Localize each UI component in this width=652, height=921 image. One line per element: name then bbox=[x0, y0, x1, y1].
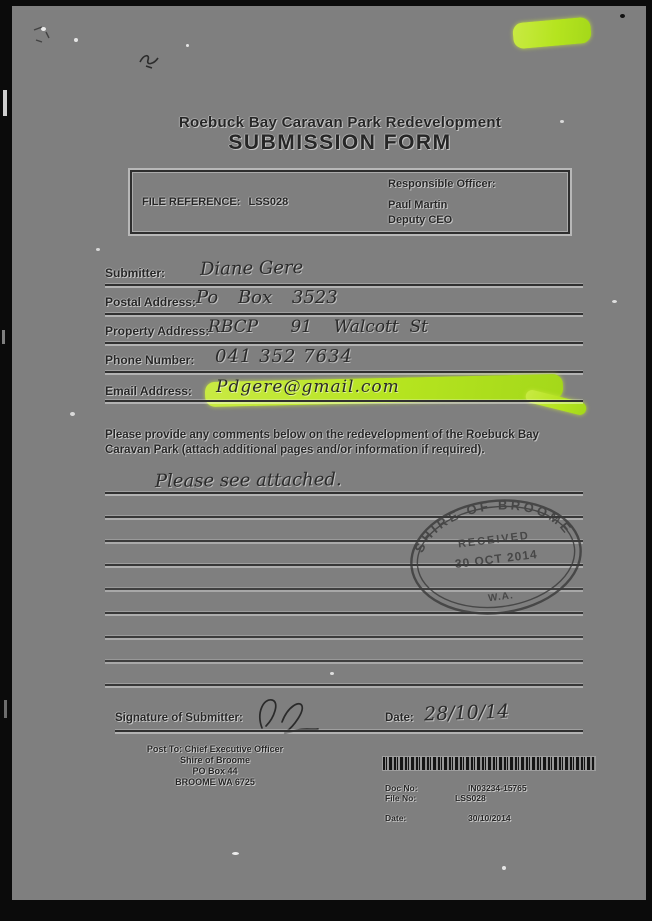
registry-date-label: Date: bbox=[385, 813, 407, 823]
signature-underline bbox=[115, 730, 583, 732]
noise-speck bbox=[620, 14, 625, 18]
field-value-postal-address: Po Box 3523 bbox=[196, 287, 338, 308]
comment-line bbox=[105, 636, 583, 638]
field-label-phone-number: Phone Number: bbox=[105, 353, 195, 367]
registry-date-value: 30/10/2014 bbox=[468, 813, 511, 823]
field-value-submitter: Diane Gere bbox=[199, 257, 304, 280]
noise-speck bbox=[74, 38, 78, 42]
field-underline bbox=[105, 400, 583, 402]
film-edge-mark bbox=[3, 90, 7, 116]
post-to-line3: PO Box 44 bbox=[192, 766, 238, 776]
field-value-email-address: Pdgere@gmail.com bbox=[216, 377, 400, 397]
stamp-region-text: W.A. bbox=[487, 590, 515, 605]
noise-speck bbox=[330, 672, 334, 675]
post-to-line4: BROOME WA 6725 bbox=[175, 777, 255, 787]
film-edge-mark bbox=[4, 700, 7, 718]
file-reference-value: LSS028 bbox=[248, 196, 289, 208]
file-reference bbox=[142, 196, 288, 208]
post-to-line1: Post To: Chief Executive Officer bbox=[146, 744, 284, 754]
comment-line bbox=[105, 684, 583, 686]
stamp-date-text: 30 OCT 2014 bbox=[454, 546, 539, 571]
received-stamp bbox=[399, 485, 593, 628]
officer-title: Deputy CEO bbox=[388, 214, 453, 226]
noise-speck bbox=[612, 300, 617, 303]
field-underline bbox=[105, 342, 583, 344]
doc-no-value: IN03234-15765 bbox=[468, 783, 527, 793]
field-underline bbox=[105, 284, 583, 286]
field-value-phone-number: 041 352 7634 bbox=[215, 346, 353, 367]
date-label: Date: bbox=[385, 712, 414, 724]
instructions-text: Please provide any comments below on the redevelopment of the Roebuck Bay Caravan Park (attach additional pages and/or information if required). bbox=[105, 429, 539, 456]
film-edge-mark bbox=[2, 330, 5, 344]
handwritten-comment: Please see attached. bbox=[154, 469, 342, 492]
file-no-value: LSS028 bbox=[455, 793, 486, 803]
noise-speck bbox=[186, 44, 189, 47]
file-reference-label: FILE REFERENCE: bbox=[142, 196, 241, 208]
field-label-postal-address: Postal Address: bbox=[105, 295, 196, 309]
reference-box bbox=[130, 170, 570, 234]
doc-no-label: Doc No: bbox=[385, 783, 418, 793]
noise-speck bbox=[232, 852, 239, 855]
pen-mark bbox=[136, 48, 166, 70]
comment-line bbox=[105, 660, 583, 662]
post-to-block bbox=[110, 744, 320, 788]
barcode bbox=[383, 757, 595, 770]
field-underline bbox=[105, 313, 583, 315]
field-label-submitter: Submitter: bbox=[105, 266, 165, 280]
officer-label: Responsible Officer: bbox=[388, 178, 496, 190]
post-to-line2: Shire of Broome bbox=[179, 755, 250, 765]
field-underline bbox=[105, 371, 583, 373]
signature-mark bbox=[248, 692, 323, 740]
field-label-email-address: Email Address: bbox=[105, 384, 192, 398]
file-no-label: File No: bbox=[385, 793, 417, 803]
noise-speck bbox=[502, 866, 506, 870]
noise-speck bbox=[70, 412, 75, 416]
form-title: Roebuck Bay Caravan Park Redevelopment bbox=[178, 114, 502, 131]
noise-speck bbox=[41, 27, 46, 31]
responsible-officer-block bbox=[388, 177, 496, 228]
stamp-status-text: RECEIVED bbox=[457, 529, 531, 551]
stamp-org-text: SHIRE OF BROOME bbox=[411, 497, 576, 555]
field-value-property-address: RBCP 91 Walcott St bbox=[208, 317, 428, 337]
noise-speck bbox=[96, 248, 100, 251]
form-subtitle: SUBMISSION FORM bbox=[228, 131, 452, 154]
date-value: 28/10/14 bbox=[423, 700, 510, 726]
signature-label: Signature of Submitter: bbox=[115, 712, 243, 724]
officer-name: Paul Martin bbox=[388, 199, 448, 211]
field-label-property-address: Property Address: bbox=[105, 324, 210, 338]
